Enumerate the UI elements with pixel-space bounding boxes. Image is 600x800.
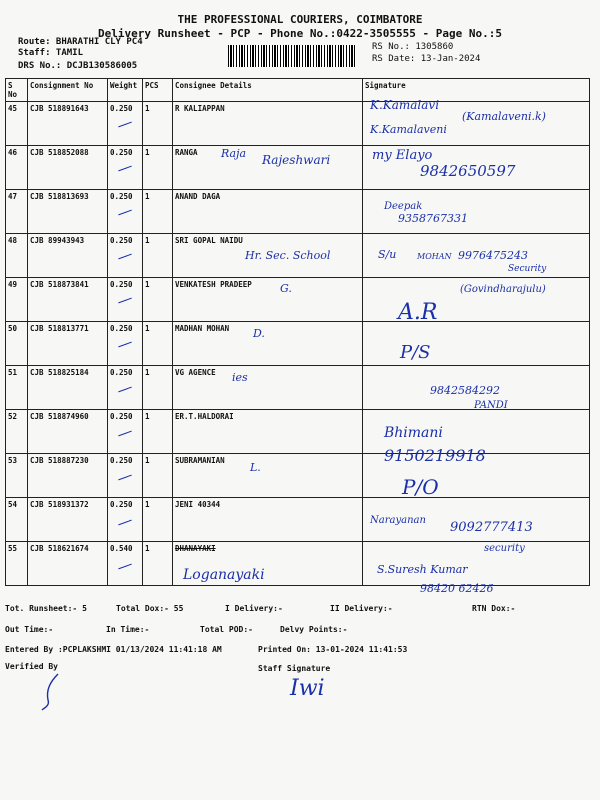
delvy-points: Delvy Points:- <box>280 625 348 634</box>
handwriting: security <box>484 543 525 554</box>
pcs: 1 <box>143 234 173 278</box>
sno: 49 <box>6 278 28 322</box>
handwriting: 9976475243 <box>458 249 528 262</box>
col-signature: Signature <box>363 79 590 102</box>
weight: 0.250 <box>108 190 143 234</box>
consignment-no: CJB 518891643 <box>28 102 108 146</box>
consignment-no: CJB 518931372 <box>28 498 108 542</box>
col-weight: Weight <box>108 79 143 102</box>
handwriting: MOHAN <box>417 252 452 261</box>
handwriting: P/S <box>400 342 431 363</box>
consignee: JENI 40344 <box>173 498 363 542</box>
entered-by: Entered By :PCPLAKSHMI 01/13/2024 11:41:18 AM <box>5 645 222 654</box>
total-dox: Total Dox:- 55 <box>116 604 184 613</box>
staff-signature: Iwi <box>290 676 325 701</box>
handwriting: K.Kamalaveni <box>370 123 447 136</box>
table-row <box>6 190 590 234</box>
handwriting: ies <box>232 371 248 384</box>
route-label: Route: BHARATHI CLY PC4 <box>18 37 143 47</box>
pcs: 1 <box>143 190 173 234</box>
handwriting: D. <box>253 327 265 340</box>
ii-delivery: II Delivery:- <box>330 604 393 613</box>
col-consignee: Consignee Details <box>173 79 363 102</box>
weight: 0.250 <box>108 366 143 410</box>
pcs: 1 <box>143 542 173 586</box>
handwriting: S/u <box>378 248 397 261</box>
consignee: ER.T.HALDORAI <box>173 410 363 454</box>
consignment-no: CJB 518813771 <box>28 322 108 366</box>
rs-number: RS No.: 1305860 <box>372 42 454 52</box>
printed-on: Printed On: 13-01-2024 11:41:53 <box>258 645 408 654</box>
handwriting: Loganayaki <box>183 567 265 583</box>
table-row <box>6 410 590 454</box>
pcs: 1 <box>143 322 173 366</box>
sno: 50 <box>6 322 28 366</box>
pcs: 1 <box>143 146 173 190</box>
sno: 54 <box>6 498 28 542</box>
out-time: Out Time:- <box>5 625 54 634</box>
barcode <box>228 45 356 67</box>
consignment-no: CJB 518621674 <box>28 542 108 586</box>
weight: 0.250 <box>108 498 143 542</box>
pcs: 1 <box>143 410 173 454</box>
total-pod: Total POD:- <box>200 625 253 634</box>
weight: 0.250 <box>108 454 143 498</box>
pcs: 1 <box>143 102 173 146</box>
sheet-subtitle: Delivery Runsheet - PCP - Phone No.:0422-3505555 - Page No.:5 <box>98 27 502 40</box>
handwriting: G. <box>280 282 292 295</box>
consignment-no: CJB 518813693 <box>28 190 108 234</box>
consignment-no: CJB 518873841 <box>28 278 108 322</box>
weight: 0.250 <box>108 322 143 366</box>
weight: 0.250 <box>108 410 143 454</box>
weight: 0.250 <box>108 102 143 146</box>
sno: 45 <box>6 102 28 146</box>
consignee: SRI GOPAL NAIDU <box>173 234 363 278</box>
handwriting: Rajeshwari <box>262 153 331 167</box>
table-row <box>6 102 590 146</box>
table-header-row <box>6 79 590 102</box>
consignment-no: CJB 89943943 <box>28 234 108 278</box>
sno: 46 <box>6 146 28 190</box>
consignee: ANAND DAGA <box>173 190 363 234</box>
col-consignment: Consignment No <box>28 79 108 102</box>
weight: 0.540 <box>108 542 143 586</box>
handwriting: (Kamalaveni.k) <box>462 110 546 123</box>
rtn-dox: RTN Dox:- <box>472 604 516 613</box>
consignee: R KALIAPPAN <box>173 102 363 146</box>
pcs: 1 <box>143 366 173 410</box>
handwriting: S.Suresh Kumar <box>377 563 468 576</box>
sno: 48 <box>6 234 28 278</box>
verified-by: Verified By <box>5 662 58 671</box>
consignee: RANGA <box>173 146 363 190</box>
handwriting: 9092777413 <box>450 520 533 535</box>
handwriting: 9842650597 <box>420 162 516 180</box>
pcs: 1 <box>143 454 173 498</box>
drs-number: DRS No.: DCJB130586005 <box>18 61 138 71</box>
pcs: 1 <box>143 278 173 322</box>
consignment-no: CJB 518825184 <box>28 366 108 410</box>
weight: 0.250 <box>108 146 143 190</box>
handwriting: Hr. Sec. School <box>245 249 331 262</box>
col-sno: S No <box>6 79 28 102</box>
handwriting: P/O <box>402 475 439 499</box>
signature-cell <box>363 322 590 366</box>
handwriting: 98420 62426 <box>420 582 494 595</box>
pcs: 1 <box>143 498 173 542</box>
handwriting: L. <box>250 461 261 474</box>
handwriting: A.R <box>398 300 438 325</box>
consignee: VG AGENCE <box>173 366 363 410</box>
i-delivery: I Delivery:- <box>225 604 283 613</box>
handwriting: 9842584292 <box>430 384 500 397</box>
consignment-no: CJB 518887230 <box>28 454 108 498</box>
handwriting: Bhimani <box>384 425 443 441</box>
handwriting: my Elayo <box>372 148 433 163</box>
weight: 0.250 <box>108 234 143 278</box>
handwriting: 9358767331 <box>398 212 468 225</box>
handwriting: Deepak <box>384 201 423 212</box>
staff-signature-label: Staff Signature <box>258 664 331 673</box>
weight: 0.250 <box>108 278 143 322</box>
rs-date: RS Date: 13-Jan-2024 <box>372 54 481 64</box>
handwriting: (Govindharajulu) <box>460 284 546 295</box>
table-row <box>6 322 590 366</box>
handwriting: 9150219918 <box>384 446 486 465</box>
sno: 51 <box>6 366 28 410</box>
verified-signature-scribble <box>40 672 70 712</box>
sno: 52 <box>6 410 28 454</box>
handwriting: Narayanan <box>370 515 426 526</box>
col-pcs: PCS <box>143 79 173 102</box>
consignee: DHANAYAKI <box>173 542 363 586</box>
consignee: VENKATESH PRADEEP <box>173 278 363 322</box>
consignment-no: CJB 518874960 <box>28 410 108 454</box>
sno: 53 <box>6 454 28 498</box>
sheet-title: THE PROFESSIONAL COURIERS, COIMBATORE <box>177 13 423 26</box>
handwriting: Raja <box>221 147 247 160</box>
handwriting: PANDI <box>474 400 508 411</box>
sno: 55 <box>6 542 28 586</box>
consignee: MADHAN MOHAN <box>173 322 363 366</box>
handwriting: Security <box>508 264 547 274</box>
staff-label: Staff: TAMIL <box>18 48 84 58</box>
in-time: In Time:- <box>106 625 150 634</box>
consignment-no: CJB 518852088 <box>28 146 108 190</box>
sno: 47 <box>6 190 28 234</box>
consignee: SUBRAMANIAN <box>173 454 363 498</box>
tot-runsheet: Tot. Runsheet:- 5 <box>5 604 87 613</box>
handwriting: K.Kamalavi <box>370 98 440 112</box>
table-row <box>6 454 590 498</box>
